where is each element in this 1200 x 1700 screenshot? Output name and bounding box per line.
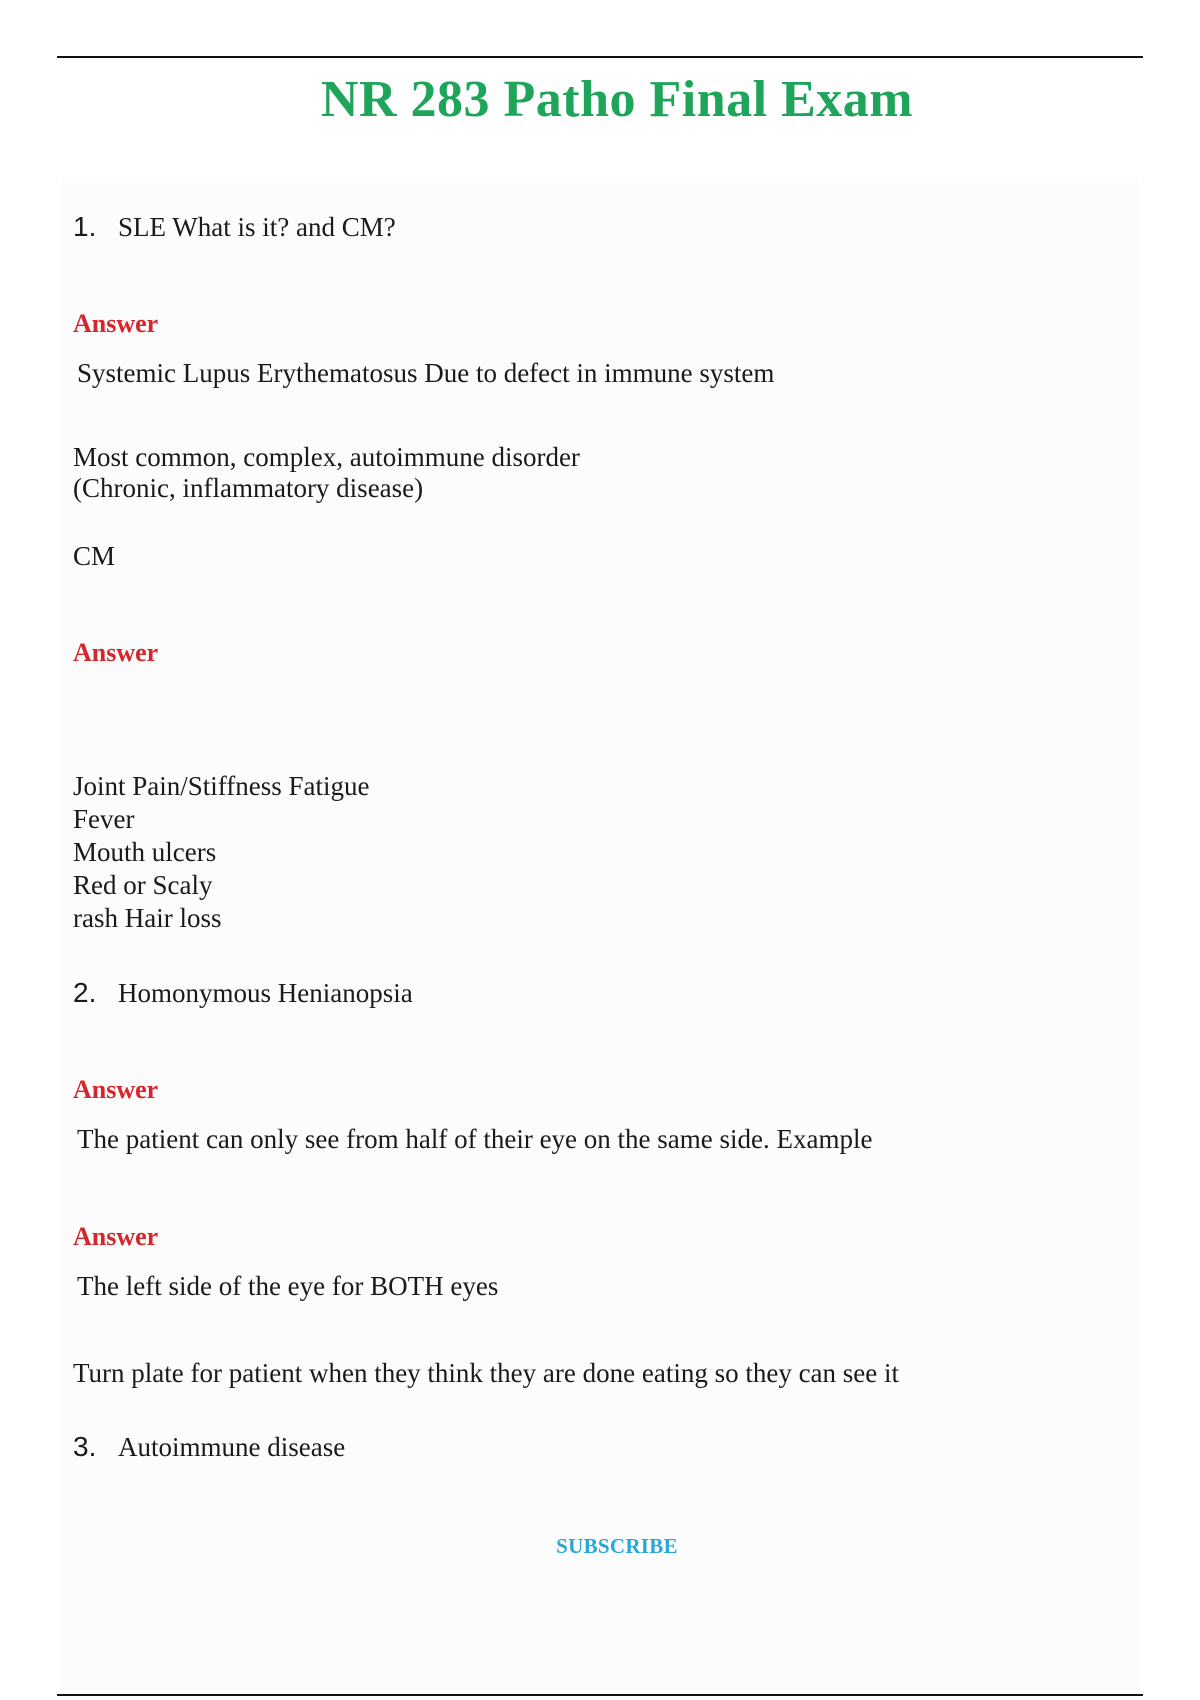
question-2 [73,977,413,1009]
list-item: Mouth ulcers [73,837,217,867]
note-line: (Chronic, inflammatory disease) [73,473,424,503]
question-number: 3. [73,1431,97,1462]
note-line: Turn plate for patient when they think they are done eating so they can see it [73,1358,900,1388]
note-line: Most common, complex, autoimmune disorder [73,442,580,472]
answer-text: The patient can only see from half of their eye on the same side. Example [77,1124,873,1154]
top-rule [57,56,1143,58]
answer-text: Systemic Lupus Erythematosus Due to defect in immune system [77,358,775,388]
list-item: rash Hair loss [73,903,222,933]
cm-label: CM [73,541,116,571]
answer-label: Answer [73,309,159,338]
list-item: Fever [73,804,135,834]
answer-text: The left side of the eye for BOTH eyes [77,1271,499,1301]
question-text: Homonymous Henianopsia [118,978,413,1008]
bottom-rule [57,1694,1143,1696]
subscribe-link[interactable]: SUBSCRIBE [556,1534,678,1558]
list-item: Joint Pain/Stiffness Fatigue [73,771,370,801]
question-text: Autoimmune disease [118,1432,346,1462]
list-item: Red or Scaly [73,870,213,900]
question-3 [73,1431,345,1463]
question-number: 2. [73,977,97,1008]
page-title: NR 283 Patho Final Exam [320,71,914,128]
answer-label: Answer [73,1222,159,1251]
question-number: 1. [73,211,97,242]
answer-label: Answer [73,638,159,667]
question-1 [73,211,396,243]
answer-list [73,770,370,935]
question-text: SLE What is it? and CM? [118,212,396,242]
answer-label: Answer [73,1075,159,1104]
